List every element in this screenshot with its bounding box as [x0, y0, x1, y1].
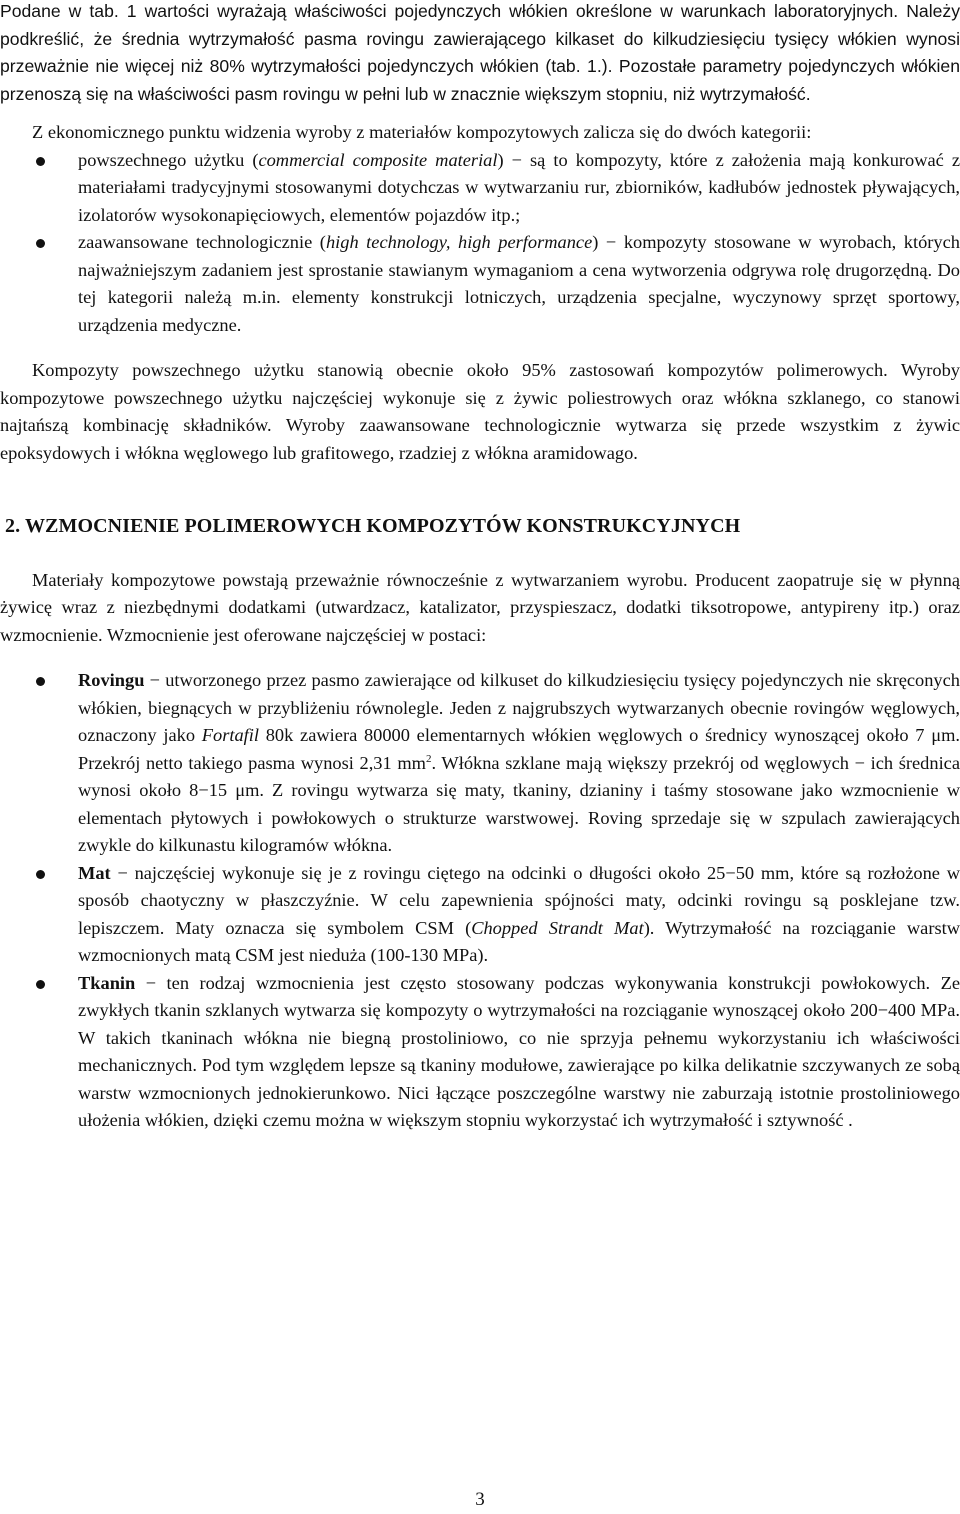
spacer — [0, 649, 960, 667]
paragraph-categories-intro: Z ekonomicznego punktu widzenia wyroby z materiałów kompozytowych zalicza się do dwóch kategorii: — [32, 122, 812, 142]
bullet-icon — [36, 870, 45, 879]
list-item-text: ) − są to kompozyty, które z założenia mają konkurować z materiałami tradycyjnymi stosowanymi dotychczas w wytwarzaniu rur, zbiorników, kadłubów jednostek pływających, izolatorów wysokonapięciowych, elementów pojazdów itp.; — [78, 149, 960, 225]
list-item-italic: Fortafil — [201, 725, 259, 745]
bullet-icon — [36, 239, 45, 248]
paragraph-reinforcement-intro: Materiały kompozytowe powstają przeważnie równocześnie z wytwarzaniem wyrobu. Producent zaopatruje się w płynną żywicę wraz z niezbędnymi dodatkami (utwardzacz, katalizator, przyspieszacz, dodatki tiksotropowe, antypireny itp.) oraz wzmocnienie. Wzmocnienie jest oferowane najczęściej w postaci: — [0, 569, 960, 645]
spacer — [0, 541, 960, 567]
spacer — [0, 108, 960, 119]
section-heading: 2. WZMOCNIENIE POLIMEROWYCH KOMPOZYTÓW KONSTRUKCYJNYCH — [5, 515, 741, 537]
reinforcement-list — [0, 667, 960, 1135]
list-item-italic: high technology, high performance — [325, 232, 593, 252]
list-item-mat — [0, 860, 960, 970]
list-item-text: − najczęściej wykonuje się je z rovingu ciętego na odcinki o długości około 25−50 mm, które są rozłożone w sposób chaotyczny w płaszczyźnie. W celu zapewnienia spójności maty, odcinki rovingu są posklejane tzw. lepiszczem. Maty oznacza się symbolem CSM ( — [78, 862, 960, 938]
paragraph-usage-share: Kompozyty powszechnego użytku stanowią obecnie około 95% zastosowań kompozytów polimerowych. Wyroby kompozytowe powszechnego użytku najczęściej wykonuje się z żywic poliestrowych oraz włókna szklanego, co stanowi najtańszą kombinację składników. Wyroby zaawansowane technologicznie wytwarza się przede wszystkim z żywic epoksydowych i włókna węglowego lub grafitowego, rzadziej z włókna aramidowago. — [0, 360, 960, 463]
list-item-italic: commercial composite material — [258, 149, 498, 170]
term-tkanin: Tkanin — [78, 972, 136, 993]
list-item-tkanin — [0, 970, 960, 1135]
list-item-text: ) − kompozyty stosowane w wyrobach, których najważniejszym zadaniem jest sprostanie stawianym wymaganiom a cena wytworzenia odgrywa rolę drugorzędną. Do tej kategorii należą m.in. elementy konstrukcji lotniczych, urządzenia specjalne, wyczynowy sprzęt sportowy, urządzenia medyczne. — [78, 232, 960, 335]
term-roving: Rovingu — [78, 670, 145, 690]
bullet-icon — [36, 980, 45, 989]
list-item-commercial — [0, 147, 960, 230]
paragraph-tab1-note — [0, 0, 960, 108]
bullet-icon — [36, 157, 45, 166]
spacer — [0, 339, 960, 357]
paragraph-tab1-note-part-b: Pozostałe parametry pojedynczych włókien przenoszą się na właściwości pasm rovingu w pełni lub w znacznie większym stopniu, niż wytrzymałość. — [0, 56, 960, 104]
list-item-roving — [0, 667, 960, 860]
list-item-text: powszechnego użytku ( — [78, 149, 259, 170]
list-item-text: − utworzonego przez pasmo zawierające od kilkuset do kilkudziesięciu tysięcy pojedynczych nie skręconych włókien, biegnących w przybliżeniu równolegle. Jeden z najgrubszych wytwarzanych obecnie rovingów węglowych, oznaczony jako — [78, 670, 960, 745]
page-number: 3 — [475, 1489, 485, 1510]
spacer — [0, 467, 960, 513]
list-item-text: . Włókna szklane mają większy przekrój od węglowych − ich średnica wynosi około 8−15 μm. Z rovingu wytwarza się maty, tkaniny, dzianiny i taśmy stosowane jako wzmocnienie w elementach płytowych i powłokowych o strukturze warstwowej. Roving sprzedaje się w szpulach zawierających zwykle do kilkunastu kilogramów włókna. — [78, 752, 960, 855]
term-mat: Mat — [78, 862, 111, 883]
list-item-italic: Chopped Strandt Mat — [471, 917, 644, 938]
categories-list — [0, 147, 960, 340]
superscript: 2 — [425, 752, 432, 765]
bullet-icon — [36, 677, 45, 686]
list-item-text: − ten rodzaj wzmocnienia jest często stosowany podczas wykonywania konstrukcji powłokowych. Ze zwykłych tkanin szklanych wytwarza się kompozyty o wytrzymałości na rozciąganie wynoszącej około 200−400 MPa. W takich tkaninach włókna nie biegną prostoliniowo, co nie sprzyja pełnemu wykorzystaniu ich właściwości mechanicznych. Pod tym względem lepsze są tkaniny modułowe, zawierające po kilka delikatnie szczywanych ze sobą warstw wzmocnionych jednokierunkowo. Nici łączące poszczególne warstwy nie zaburzają istotnie prostoliniowego ułożenia włókien, dzięki czemu można w większym stopniu wykorzystać ich wytrzymałość i sztywność . — [78, 972, 960, 1130]
list-item-text: ). Wytrzymałość na rozciąganie warstw wzmocnionych matą CSM jest nieduża (100-130 MPa). — [78, 917, 960, 965]
list-item-high-tech — [0, 229, 960, 339]
list-item-text: zaawansowane technologicznie ( — [78, 232, 326, 252]
list-item-text: 80k zawiera 80000 elementarnych włókien węglowych o średnicy wynoszącej około 7 μm. Przekrój netto takiego pasma wynosi 2,31 mm — [78, 725, 960, 773]
paragraph-tab1-note-part-a: Podane w tab. 1 wartości wyrażają właściwości pojedynczych włókien określone w warunkach laboratoryjnych. Należy podkreślić, że średnia wytrzymałość pasma rovingu zawierającego kilkaset do kilkudziesięciu tysięcy włókien wynosi przeważnie nie więcej niż 80% wytrzymałości pojedynczych włókien (tab. 1.). — [0, 1, 960, 76]
